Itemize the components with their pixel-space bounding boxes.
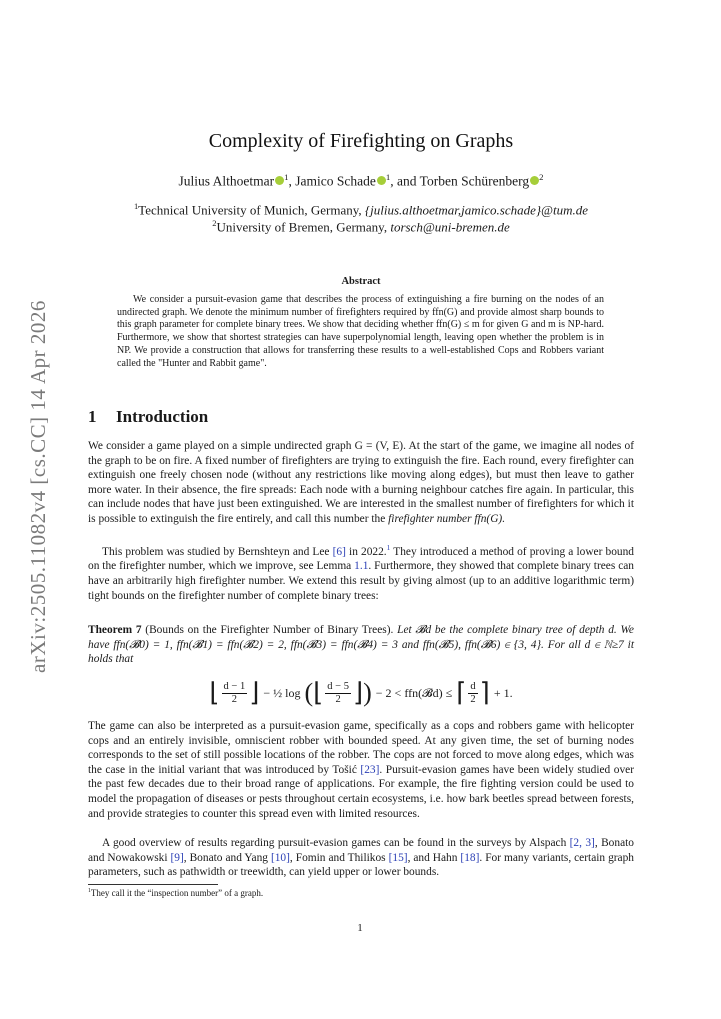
body-paragraph-3: The game can also be interpreted as a pursuit-evasion game, specifically as a cops and robbers game with helicopter cops and an entirely invisible, omniscient robber with bounded speed. At any given time, the set of burning nodes corresponds to the set of still possible locations of the robber. The cops are not forced to move along edges, which was the case in the initial variant that was introduced by Tošić [23]. Pursuit-evasion games have been widely studied over the past few decades due to their broad range of applications. For example, the fire fighting version could be used to model the propagation of diseases or pests throughout certain ecosystems, i.e. how bark beetles spread between forests, and provide strategies to counter this spread even with limited resources. <box>88 720 634 820</box>
arxiv-side-label <box>18 296 58 676</box>
section-heading: 1 Introduction <box>88 407 209 426</box>
theorem-statement: Theorem 7 (Bounds on the Firefighter Number of Binary Trees). Let 𝓑d be the complete binary tree of depth d. We have ffn(𝓑0) = 1, ffn(𝓑1) = ffn(𝓑2) = 2, ffn(𝓑3) = ffn(𝓑4) = 3 and ffn(𝓑5), ffn(𝓑6) ∈ {3, 4}. For all d ∈ ℕ≥7 it holds that <box>88 624 634 666</box>
citation-link[interactable]: [23] <box>360 763 380 776</box>
abstract-heading: Abstract <box>341 276 381 287</box>
paper-title: Complexity of Firefighting on Graphs <box>208 130 514 152</box>
email-address: torsch@uni-bremen.de <box>390 219 510 235</box>
citation-link[interactable]: [9] <box>170 851 184 864</box>
affiliation-1: $^1$Technical University of Munich, Germany, {julius.althoetmar,jamico.schade}@tum.de <box>133 201 589 218</box>
author-name: Torben Schürenberg <box>419 173 530 189</box>
citation-link[interactable]: 3] <box>585 837 595 849</box>
arxiv-identifier: arXiv:2505.11082v4 [cs.CC] 14 Apr 2026 <box>25 299 50 673</box>
fraction: $\frac{d - 1}{2}$ <box>223 680 246 705</box>
intro-paragraph-1: We consider a game played on a simple undirected graph G = (V, E). At the start of the game, we imagine all nodes of the graph to be on fire. A fixed number of firefighters are trying to extinguish the fire. Each round, every firefighter can extinguish one freely chosen node (without any restrictions like moving along edges), but must then leave to gather more water. In their absence, the fire spreads: Each node with a burning neighbour catches fire again. In particular, this can include nodes that have just been extinguished. We are interested in the smallest number of firefighters for which it is possible to extinguish the fire entirely, and call this number the firefighter number ffn(G). <box>88 440 634 525</box>
bound-equation: ⌊ $\frac{d - 1}{2}$ ⌋ − ½ log (⌊ $\frac{d - 5}{2}$ ⌋) − 2 < ffn(𝓑d) ≤ ⌈ $\frac{d}{2}$ ⌉ + 1. <box>209 678 513 707</box>
email-address: {julius.althoetmar,jamico.schade}@tum.de <box>364 202 589 218</box>
author-name: Jamico Schade <box>295 173 376 189</box>
affiliation-2: $^2$University of Bremen, Germany, torsch@uni-bremen.de <box>212 218 510 235</box>
footnote-marker[interactable]: 1 <box>386 543 391 552</box>
fraction: $\frac{d - 5}{2}$ <box>327 680 349 705</box>
author-list: Julius Althoetmar $^1$, Jamico Schade $^1$, and Torben Schürenberg $^2$ <box>178 172 544 189</box>
citation-link[interactable]: [15] <box>388 851 408 864</box>
footnote: $^1$They call it the “inspection number” of a graph. <box>88 888 264 898</box>
orcid-icon[interactable] <box>377 176 386 185</box>
citation-link[interactable]: [6] <box>332 545 346 558</box>
lemma-link[interactable]: 1.1 <box>354 560 369 573</box>
citation-link[interactable]: [2, <box>569 837 582 849</box>
footnote-divider <box>88 884 218 885</box>
page-number: 1 <box>357 922 363 934</box>
body-paragraph-4: A good overview of results regarding pursuit-evasion games can be found in the surveys by Alspach [2, 3], Bonato and Nowakowski [9], Bonato and Yang [10], Fomin and Thilikos [15], and Hahn [18]. For many variants, certain graph parameters, such as pathwidth or treewidth, can yield upper or lower bounds. <box>88 837 635 879</box>
orcid-icon[interactable] <box>275 176 284 185</box>
abstract-text: We consider a pursuit-evasion game that describes the process of extinguishing a fire burning on the nodes of an undirected graph. We denote the minimum number of firefighters required by ffn(G) and provide almost sharp bounds to this graph parameter for complete binary trees. We show that deciding whether ffn(G) ≤ m for given G and m is NP-hard. Furthermore, we show that shortest strategies can have superpolynomial length, leaving open whether the problem is in NP. We provide a construction that allows for transferring these results to a well-established Cops and Robbers variant called the "Hunter and Rabbit game". <box>117 294 604 369</box>
theorem-label: Theorem 7 <box>88 624 142 636</box>
citation-link[interactable]: [18] <box>460 851 480 864</box>
intro-paragraph-2: This problem was studied by Bernshteyn and Lee [6] in 2022.$^1$ They introduced a method of proving a lower bound on the firefighter number, which we improve, see Lemma 1.1. Furthermore, they showed that complete binary trees can have an arbitrarily high firefighter number. We extend this result by giving almost (up to an additive logarithmic term) tight bounds on the firefighter number of complete binary trees: <box>88 543 634 602</box>
orcid-icon[interactable] <box>530 176 539 185</box>
fraction: $\frac{d}{2}$ <box>470 680 476 705</box>
author-name: Julius Althoetmar <box>178 173 275 189</box>
citation-link[interactable]: [10] <box>270 851 290 864</box>
